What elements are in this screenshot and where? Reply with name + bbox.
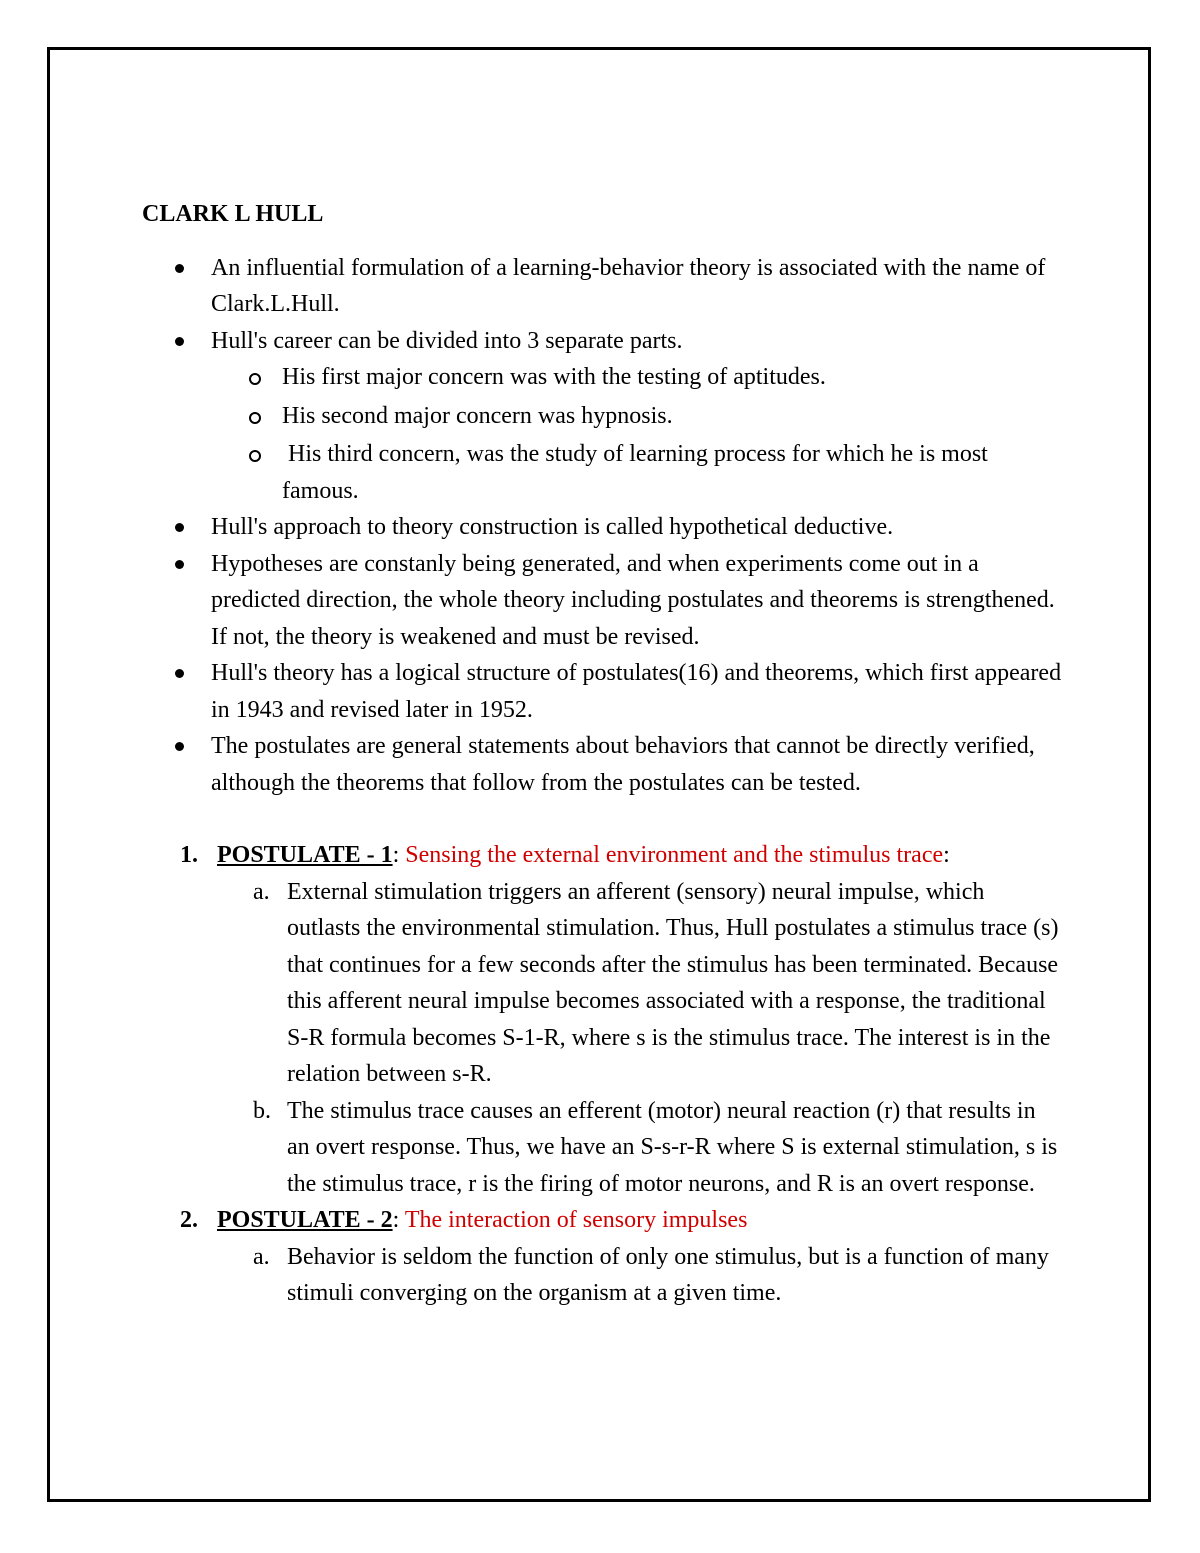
sub-bullet-item: His third concern, was the study of learning process for which he is most famous. xyxy=(211,436,1062,509)
sub-item-letter: a. xyxy=(253,878,270,905)
bullet-item: Hypotheses are constanly being generated, and when experiments come out in a predicted direction, the whole theory including postulates and theorems is strengthened. If not, the theory is weakened and must be revised. xyxy=(142,546,1062,656)
bullet-item: Hull's theory has a logical structure of postulates(16) and theorems, which first appeared in 1943 and revised later in 1952. xyxy=(142,655,1062,728)
postulate-label: POSTULATE - 2 xyxy=(217,1207,393,1233)
bullet-item xyxy=(142,323,1062,510)
intro-bullet-list xyxy=(142,250,1062,802)
postulate-item xyxy=(142,1202,1062,1312)
bullet-item: The postulates are general statements about behaviors that cannot be directly verified, although the theorems that follow from the postulates can be tested. xyxy=(142,728,1062,801)
postulate-list xyxy=(142,837,1062,1312)
postulate-heading: The interaction of sensory impulses xyxy=(404,1207,748,1233)
sub-item-text: External stimulation triggers an afferent (sensory) neural impulse, which outlasts the environmental stimulation. Thus, Hull postulates a stimulus trace (s) that continues for a few seconds after the stimulus has been terminated. Because this afferent neural impulse becomes associated with a response, the traditional S-R formula becomes S-1-R, where s is the stimulus trace. The interest is in the relation between s-R. xyxy=(287,878,1059,1087)
sub-item-text: Behavior is seldom the function of only one stimulus, but is a function of many stimuli converging on the organism at a given time. xyxy=(287,1243,1049,1306)
postulate-number: 1. xyxy=(180,842,198,868)
postulate-sub-list xyxy=(217,874,1062,1203)
postulate-colon: : xyxy=(392,842,406,868)
postulate-sub-item xyxy=(217,1239,1062,1312)
bullet-item: An influential formulation of a learning-behavior theory is associated with the name of Clark.L.Hull. xyxy=(142,250,1062,323)
postulate-heading: Sensing the external environment and the stimulus trace xyxy=(405,842,944,868)
sub-item-letter: b. xyxy=(253,1097,271,1124)
postulate-item xyxy=(142,837,1062,1202)
postulate-colon: : xyxy=(392,1207,405,1233)
document-body xyxy=(142,196,1062,1312)
postulate-sub-item xyxy=(217,1093,1062,1203)
postulate-label: POSTULATE - 1 xyxy=(217,842,393,868)
postulate-colon: : xyxy=(943,842,950,868)
bullet-item: Hull's approach to theory construction is called hypothetical deductive. xyxy=(142,509,1062,546)
sub-bullet-item: His second major concern was hypnosis. xyxy=(211,398,1062,435)
postulate-number: 2. xyxy=(180,1207,198,1233)
section-spacer xyxy=(142,801,1062,837)
sub-bullet-item: His first major concern was with the testing of aptitudes. xyxy=(211,359,1062,396)
document-title: CLARK L HULL xyxy=(142,201,324,227)
sub-item-text: The stimulus trace causes an efferent (motor) neural reaction (r) that results in an overt response. Thus, we have an S-s-r-R where S is external stimulation, s is the stimulus trace, r is the firing of motor neurons, and R is an overt response. xyxy=(287,1097,1058,1197)
postulate-sub-list xyxy=(217,1239,1062,1312)
postulate-sub-item xyxy=(217,874,1062,1093)
bullet-text: Hull's career can be divided into 3 separate parts. xyxy=(211,327,683,354)
sub-item-letter: a. xyxy=(253,1243,270,1270)
career-sub-list xyxy=(142,359,1062,509)
